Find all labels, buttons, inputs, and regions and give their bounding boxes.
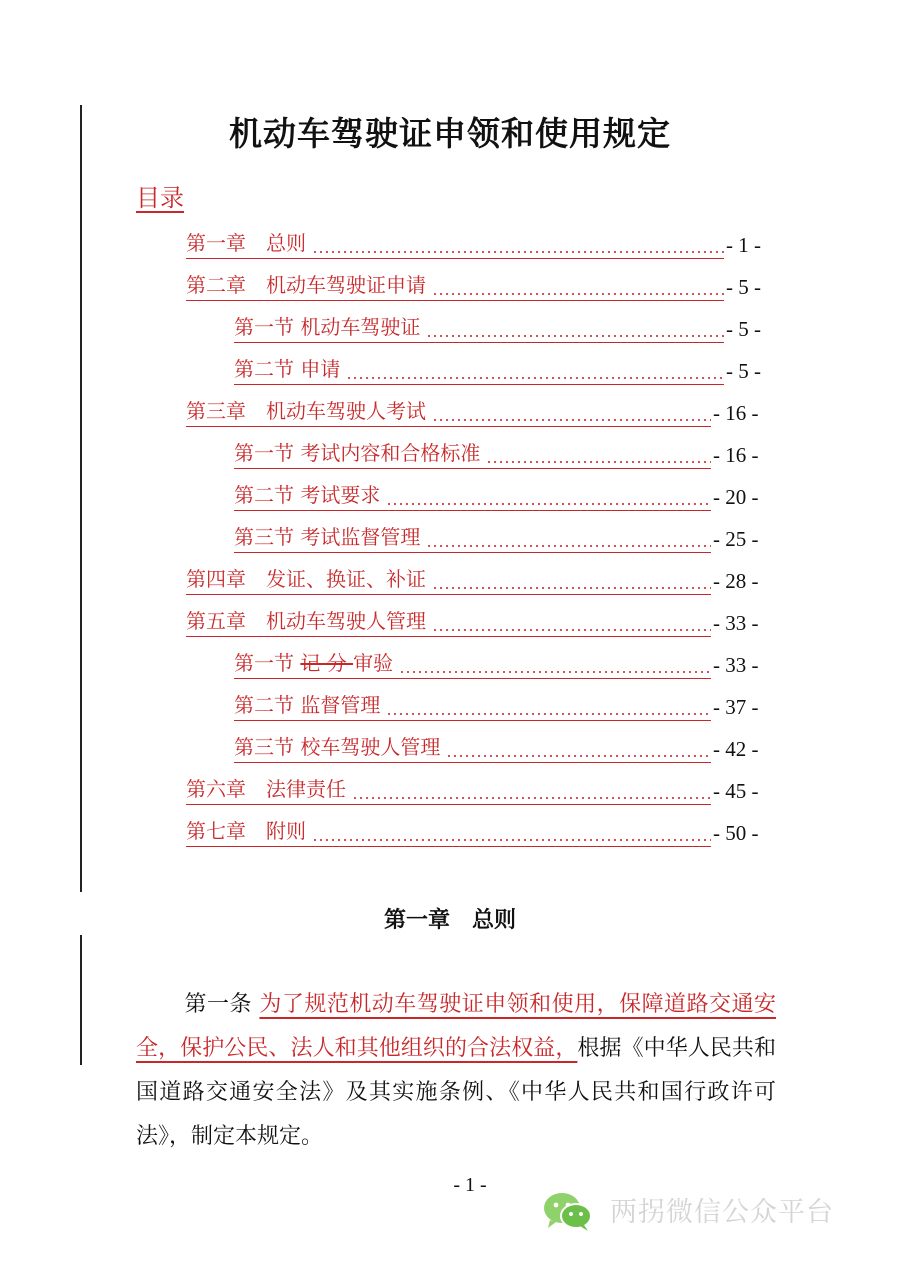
toc-link[interactable] (234, 314, 724, 343)
toc-link[interactable] (234, 482, 711, 511)
toc-entry-label: 第一章 总则 (186, 231, 306, 255)
toc-entry[interactable] (234, 355, 764, 385)
toc-page-number: - 28 - (713, 569, 759, 593)
toc-link[interactable] (234, 692, 711, 721)
toc-link[interactable] (186, 776, 711, 805)
toc-page-number: - 42 - (713, 737, 759, 761)
toc-page-number: - 5 - (726, 359, 761, 383)
toc-entry-label: 第二节 申请 (234, 357, 341, 381)
toc-page-number: - 16 - (713, 443, 759, 467)
watermark (540, 1186, 834, 1232)
toc-entry[interactable] (234, 649, 764, 679)
toc-link[interactable] (234, 356, 724, 385)
toc-link[interactable] (234, 650, 711, 679)
page-number: - 1 - (453, 1174, 487, 1196)
toc-entry-label: 第四章 发证、换证、补证 (186, 567, 426, 591)
toc-entry[interactable] (186, 607, 764, 637)
toc-entry-label: 第三节 考试监督管理 (234, 525, 421, 549)
toc-page-number: - 33 - (713, 611, 759, 635)
toc-link[interactable] (186, 398, 711, 427)
toc-page-number: - 50 - (713, 821, 759, 845)
toc-page-number: - 37 - (713, 695, 759, 719)
toc-entry-label: 第七章 附则 (186, 819, 306, 843)
left-margin-bar (80, 105, 82, 892)
toc-page-number: - 45 - (713, 779, 759, 803)
article-number: 第一条 (184, 992, 252, 1017)
toc-leader-dots (386, 713, 711, 715)
toc-page-number: - 5 - (726, 275, 761, 299)
toc-entry[interactable] (186, 817, 764, 847)
toc-link[interactable] (234, 524, 711, 553)
toc-heading[interactable]: 目录 (136, 184, 184, 212)
toc-leader-dots (312, 251, 724, 253)
toc-leader-dots (426, 545, 711, 547)
toc-link[interactable] (186, 272, 724, 301)
toc-entry[interactable] (234, 523, 764, 553)
toc-page-number: - 1 - (726, 233, 761, 257)
toc-entry-label-prefix: 第一节 (234, 651, 301, 675)
toc-leader-dots (386, 503, 711, 505)
toc-page-number: - 25 - (713, 527, 759, 551)
toc-entry-label: 第二节 监督管理 (234, 693, 381, 717)
left-margin-bar (80, 935, 82, 1065)
toc-link[interactable] (186, 566, 711, 595)
toc-leader-dots (432, 629, 711, 631)
toc-entry-label: 第六章 法律责任 (186, 777, 346, 801)
toc-entry-label: 第三章 机动车驾驶人考试 (186, 399, 426, 423)
toc-leader-dots (446, 755, 711, 757)
article-highlighted-text: 为了规范机动车驾驶证申领和使用，保障道路交通安全，保护公民、法人和其他组织的合法权益， (136, 992, 776, 1061)
toc-link[interactable] (186, 608, 711, 637)
toc-leader-dots (432, 293, 724, 295)
toc-entry-label: 第二节 考试要求 (234, 483, 381, 507)
toc-leader-dots (352, 797, 711, 799)
watermark-text: 两拐微信公众平台 (610, 1196, 834, 1228)
wechat-logo-icon (540, 1186, 596, 1232)
toc-leader-dots (346, 377, 724, 379)
toc-entry[interactable] (234, 691, 764, 721)
toc-leader-dots (432, 419, 711, 421)
toc-entry[interactable] (234, 733, 764, 763)
toc-page-number: - 16 - (713, 401, 759, 425)
toc-link[interactable] (234, 440, 711, 469)
toc-leader-dots (312, 839, 711, 841)
toc-entry-label-suffix: 审验 (353, 651, 394, 675)
toc-entry-label: 第一节 机动车驾驶证 (234, 315, 421, 339)
toc-entry[interactable] (186, 229, 764, 259)
toc-entry[interactable] (186, 397, 764, 427)
article-text: 根据《中华人民共和国道路交通安全法》及其实施条例、《中华人民共和国行政许可法》，制定本规定。 (136, 1036, 776, 1149)
toc-entry[interactable] (186, 271, 764, 301)
article-paragraph (136, 983, 776, 1159)
toc-entry-label: 第一节 考试内容和合格标准 (234, 441, 481, 465)
toc-entry[interactable] (186, 565, 764, 595)
toc-link[interactable] (234, 734, 711, 763)
toc-entry-label-struck: 记 分 (300, 651, 354, 675)
toc-entry-label: 第二章 机动车驾驶证申请 (186, 273, 426, 297)
toc-page-number: - 20 - (713, 485, 759, 509)
toc-leader-dots (486, 461, 711, 463)
toc-entry-label: 第五章 机动车驾驶人管理 (186, 609, 426, 633)
toc-entry[interactable] (234, 481, 764, 511)
toc-entry[interactable] (234, 313, 764, 343)
document-title: 机动车驾驶证申领和使用规定 (229, 114, 671, 153)
toc-leader-dots (399, 671, 711, 673)
toc-page-number: - 33 - (713, 653, 759, 677)
toc-link[interactable] (186, 818, 711, 847)
toc-link[interactable] (186, 230, 724, 259)
toc-entry-label: 第三节 校车驾驶人管理 (234, 735, 441, 759)
toc-leader-dots (426, 335, 724, 337)
toc-entry[interactable] (234, 439, 764, 469)
toc-entry[interactable] (186, 775, 764, 805)
chapter-heading: 第一章 总则 (383, 908, 516, 933)
toc-leader-dots (432, 587, 711, 589)
toc-page-number: - 5 - (726, 317, 761, 341)
